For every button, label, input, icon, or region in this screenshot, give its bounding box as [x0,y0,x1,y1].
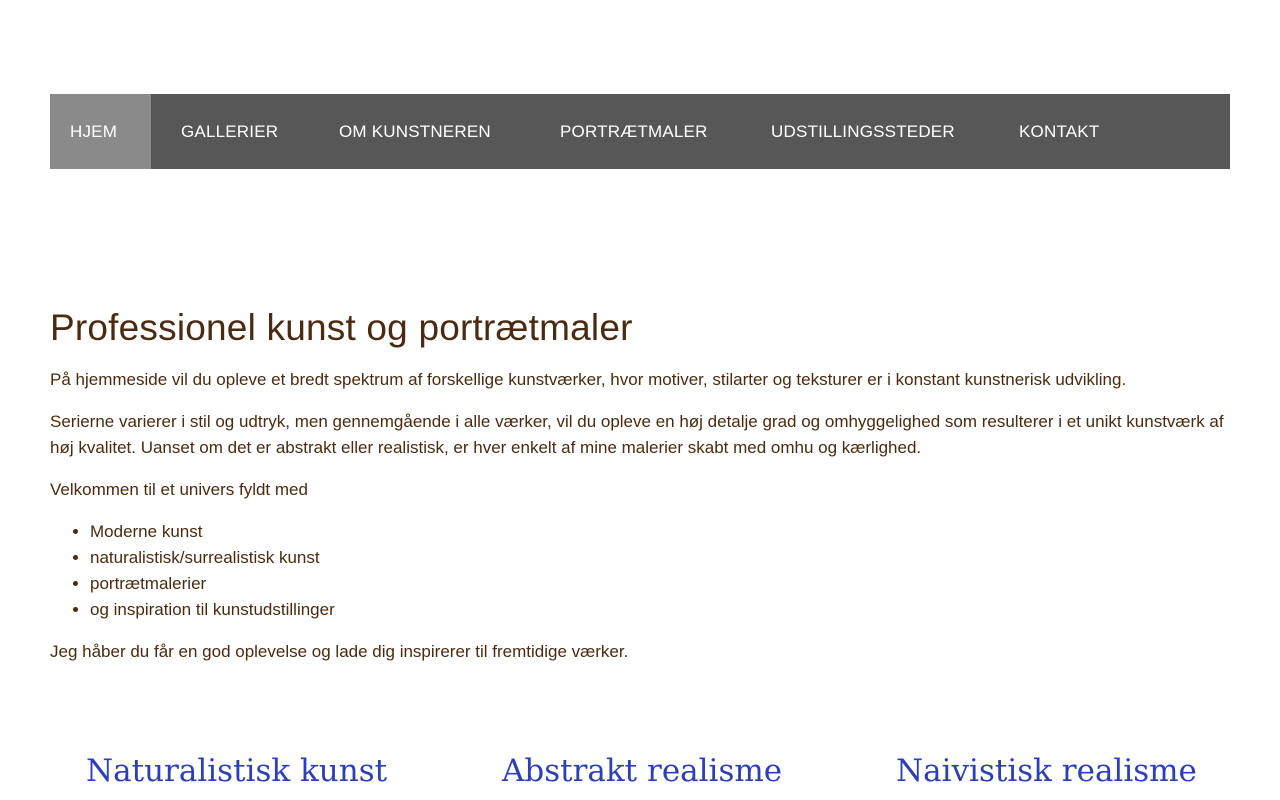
nav-item-label: OM KUNSTNEREN [339,121,491,141]
category-link-abstrakt-realisme[interactable]: Abstrakt realisme [502,753,783,789]
intro-paragraph: På hjemmeside vil du opleve et bredt spektrum af forskellige kunstværker, hvor motiver, stilarter og teksturer er i konstant kunstnerisk udvikling. [50,370,1127,389]
main-content [50,300,1230,665]
nav-item-udstillingssteder[interactable] [742,94,989,169]
list-item: • naturalistisk/surrealistisk kunst [90,545,1230,571]
page-title: Professionel kunst og portrætmaler [50,307,633,348]
list-item: • og inspiration til kunstudstillinger [90,597,1230,623]
nav-item-label: GALLERIER [181,121,279,141]
nav-item-portraetmaler[interactable] [530,94,742,169]
nav-item-hjem[interactable] [50,94,151,169]
nav-item-gallerier[interactable] [151,94,310,169]
category-link-naturalistisk-kunst[interactable]: Naturalistisk kunst [86,753,388,789]
nav-item-label: PORTRÆTMALER [560,121,708,141]
category-links [0,748,1280,800]
welcome-paragraph: Velkommen til et univers fyldt med [50,480,308,499]
nav-item-kontakt[interactable] [989,94,1129,169]
category-link-naivistisk-realisme[interactable]: Naivistisk realisme [896,753,1197,789]
series-paragraph: Serierne varierer i stil og udtryk, men gennemgående i alle værker, vil du opleve en høj detalje grad og omhyggelighed som resulterer i et unikt kunstværk af høj kvalitet. Uanset om det er abstrakt eller realistisk, er hver enkelt af mine malerier skabt med omhu og kærlighed. [50,412,1224,457]
nav-item-om-kunstneren[interactable] [310,94,530,169]
list-item: • portrætmalerier [90,571,1230,597]
nav-item-label: KONTAKT [1019,121,1100,141]
main-navigation [50,94,1230,169]
nav-item-label: HJEM [70,121,118,141]
art-type-list [50,519,1230,623]
closing-paragraph: Jeg håber du får en god oplevelse og lade dig inspirerer til fremtidige værker. [50,642,629,661]
list-item: • Moderne kunst [90,519,1230,545]
nav-item-label: UDSTILLINGSSTEDER [771,121,955,141]
